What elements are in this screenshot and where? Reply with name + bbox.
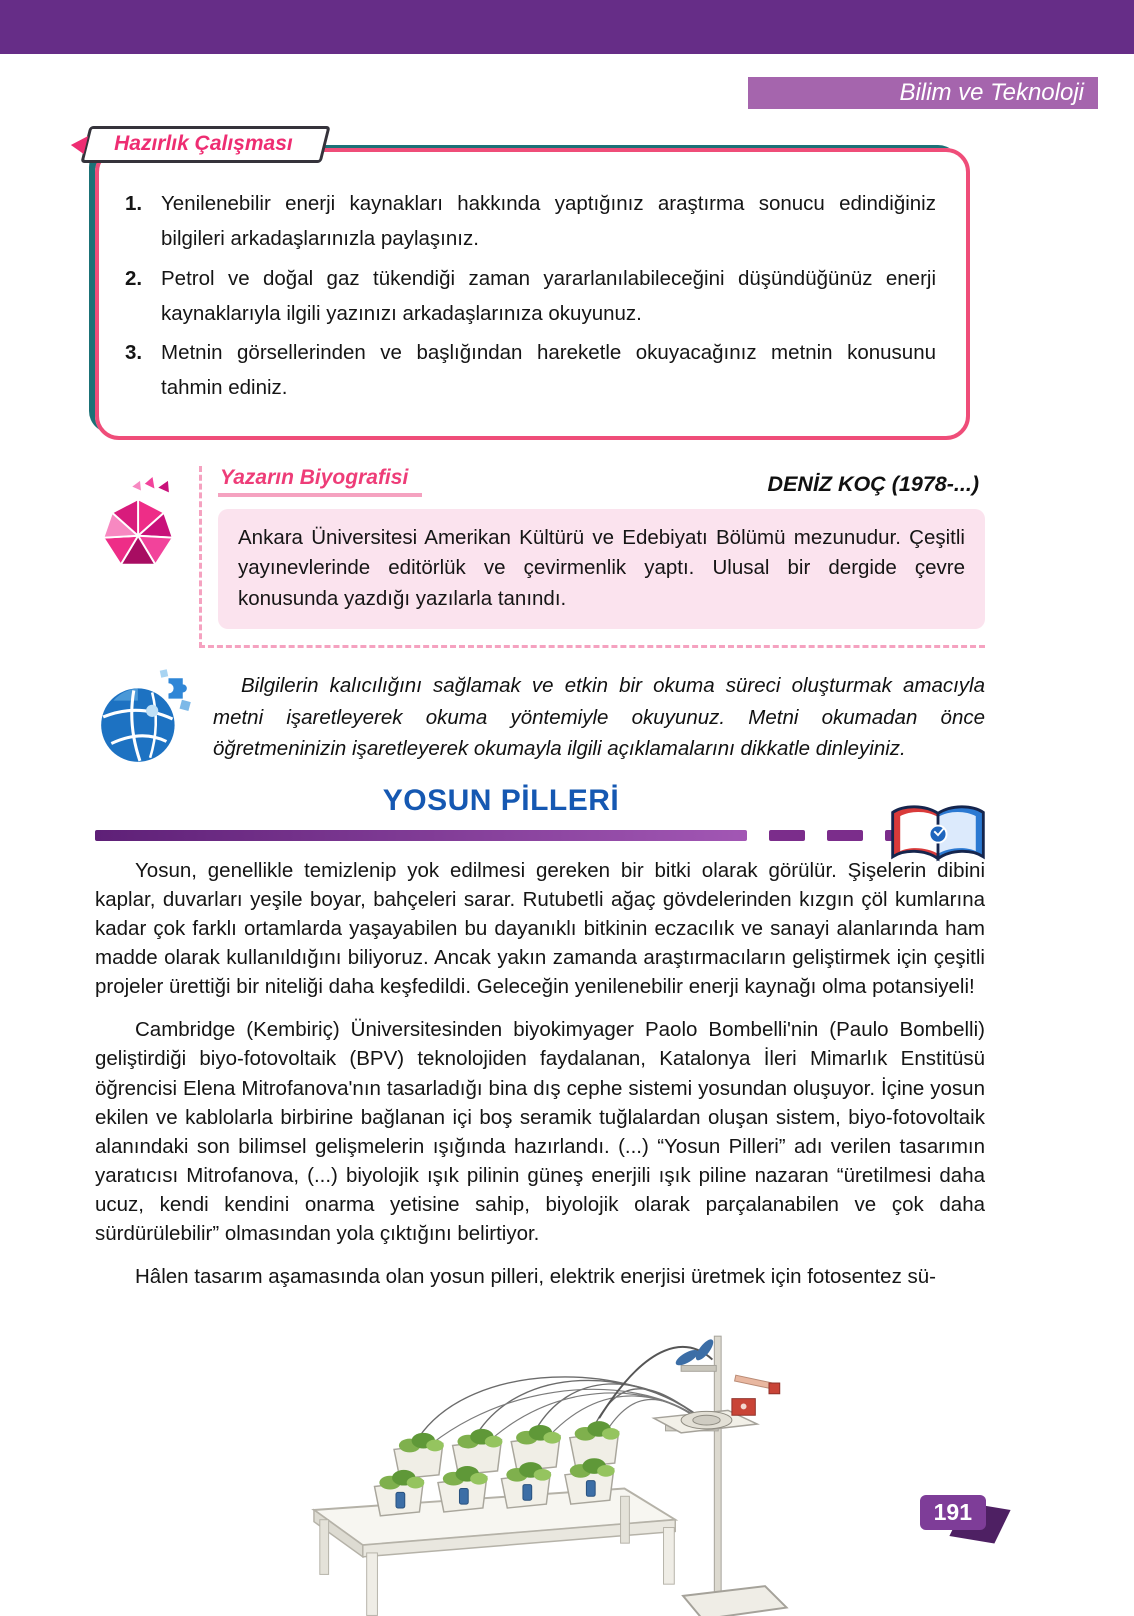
preparation-tab (80, 126, 330, 163)
article-title: YOSUN PİLLERİ (382, 783, 620, 817)
biography-header (218, 466, 985, 497)
preparation-box (95, 132, 970, 440)
title-dash (769, 830, 805, 841)
note-text: Bilgilerin kalıcılığını sağlamak ve etkin bir okuma süreci oluşturmak amacıyla metni işaretleyerek okuma yöntemiyle okuyunuz. Metni okumadan önce öğretmeninizin işaretleyerek okumayla ilgili açıklamalarını dikkatle dinleyiniz. (213, 673, 985, 761)
author-biography-section (95, 466, 985, 648)
title-rule (95, 830, 747, 841)
article-header (95, 784, 985, 842)
open-book-icon (885, 802, 991, 870)
prep-list-item (125, 186, 936, 257)
page-number: 191 (920, 1495, 986, 1530)
prep-item-text: Metnin görsellerinden ve başlığından hareketle okuyacağınız metnin konusunu tahmin ediniz. (161, 341, 936, 400)
biography-label: Yazarın Biyografisi (218, 466, 422, 497)
page-number-badge (920, 1495, 986, 1530)
prep-item-number: 3. (125, 341, 143, 364)
reading-method-note (95, 670, 985, 770)
prep-item-number: 2. (125, 266, 143, 290)
article-paragraph: Yosun, genellikle temizlenip yok edilmesi gereken bir bitki olarak görülür. Şişelerin dibini kaplar, duvarları yeşile boyar, bahçeleri sarar. Rutubetli ağaç gövdelerinden kızgın çöl kumlarına kadar çok farklı ortamlarda yaşayabilen bu dayanıklı bitkinin eczacılık ve sanayi alanlarında ham madde olarak kullanıldığını biliyoruz. Ancak yakın zamanda araştırmacıların geliştirmek için çeşitli projeler ürettiği bir niteliği daha keşfedildi. Geleceğin yenilenebilir enerji kaynağı olma potansiyeli! (95, 858, 985, 999)
prep-item-text: Petrol ve doğal gaz tükendiği zaman yararlanılabileceğini düşündüğünüz enerji kaynaklarıyla ilgili yazınızı arkadaşlarınıza okuyunuz. (161, 266, 936, 325)
prep-list-item (125, 261, 936, 332)
author-name: DENİZ KOÇ (1978-...) (767, 471, 979, 496)
prep-list-item (125, 335, 936, 406)
prep-item-text: Yenilenebilir enerji kaynakları hakkında yaptığınız araştırma sonucu edindiğiniz bilgileri arkadaşlarınızla paylaşınız. (161, 192, 936, 251)
prep-item-number: 1. (125, 192, 143, 215)
preparation-title: Hazırlık Çalışması (114, 132, 293, 155)
page-content (95, 0, 985, 1616)
algae-battery-illustration (268, 1301, 813, 1616)
article-paragraph: Hâlen tasarım aşamasında olan yosun pilleri, elektrik enerjisi üretmek için fotosentez sü- (135, 1265, 937, 1289)
puzzle-globe-icon (93, 668, 195, 770)
biography-text: Ankara Üniversitesi Amerikan Kültürü ve Edebiyatı Bölümü mezunudur. Çeşitli yayınevlerinde editörlük ve çevirmenlik yaptı. Ulusal bir dergide çevre konusunda yazdığı yazılarla tanındı. (218, 509, 985, 629)
article-paragraph: Cambridge (Kembiriç) Üniversitesinden biyokimyager Paolo Bombelli'nin (Paulo Bombelli) geliştirdiği biyo-fotovoltaik (BPV) teknolojiden faydalanan, Katalonya İleri Mimarlık Enstitüsü öğrencisi Elena Mitrofanova'nın tasarladığı bina dış cephe sistemi yosundan oluşuyor. İçine yosun ekilen ve kablolarla birbirine bağlanan içi boş seramik tuğlalardan oluşan sistem, biyo-fotovoltaik alanındaki son bilimsel gelişmelerin ışığında hazırlandı. (...) “Yosun Pilleri” adı verilen tasarımın yaratıcısı Mitrofanova, (...) biyolojik ışık pilinin güneş enerjili ışık piline nazaran “üretilmesi daha ucuz, kendi kendini onarma yetisine sahip, biyolojik olarak parçalanabilen ve çok daha sürdürülebilir” olmasından yola çıktığını belirtiyor. (95, 1018, 985, 1246)
unit-title: Bilim ve Teknoloji (899, 79, 1084, 106)
title-rule-row (95, 830, 985, 842)
title-dash (827, 830, 863, 841)
gem-icon (91, 476, 189, 582)
biography-frame (199, 466, 985, 648)
